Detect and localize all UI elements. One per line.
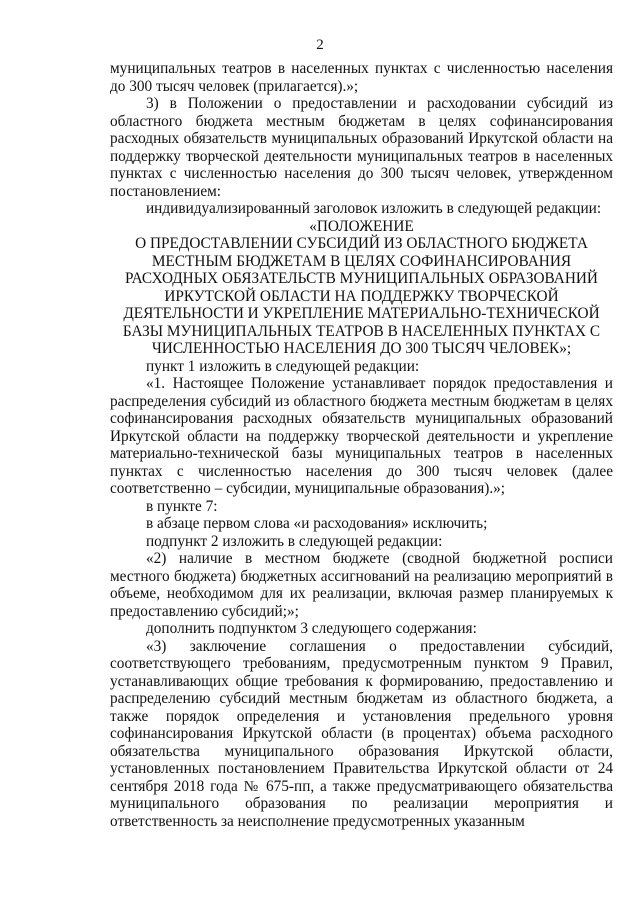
- paragraph-point-7: в пункте 7:: [146, 497, 218, 515]
- paragraph-subpoint-2-text: «2) наличие в местном бюджете (сводной бюджетной росписи местного бюджета) бюджетных ассигнований на реализацию мероприятий в объеме, необходимом для их реализации, включая размер планируемых к предоставлению субсидий;»;: [110, 550, 613, 620]
- paragraph-subpoint-3-text: «3) заключение соглашения о предоставлении субсидий, соответствующего требованиям, предусмотренным пунктом 9 Правил, устанавливающих общие требования к формированию, предоставлению и распределению субсидий местным бюджетам из областного бюджета, а также порядок определения и установления предельного уровня софинансирования Иркутской области (в процентах) объема расходного обязательства муниципального образования Иркутской области, установленных постановлением Правительства Иркутской области от 24 сентября 2018 года № 675-пп, а также предусматривающего обязательства муниципального образования по реализации мероприятия и ответственность за неисполнение предусмотренных указанным: [110, 637, 613, 830]
- paragraph-subpoint-2-instruction: подпункт 2 изложить в следующей редакции:: [146, 532, 443, 550]
- page-number: 2: [316, 37, 324, 53]
- paragraph-continuation: муниципальных театров в населенных пунктах с численностью населения до 300 тысяч человек (прилагается).»;: [110, 60, 613, 95]
- regulation-subtitle: О ПРЕДОСТАВЛЕНИИ СУБСИДИЙ ИЗ ОБЛАСТНОГО БЮДЖЕТА МЕСТНЫМ БЮДЖЕТАМ В ЦЕЛЯХ СОФИНАНСИРОВАНИЯ РАСХОДНЫХ ОБЯЗАТЕЛЬСТВ МУНИЦИПАЛЬНЫХ ОБРАЗОВАНИЙ ИРКУТСКОЙ ОБЛАСТИ НА ПОДДЕРЖКУ ТВОРЧЕСКОЙ ДЕЯТЕЛЬНОСТИ И УКРЕПЛЕНИЕ МАТЕРИАЛЬНО-ТЕХНИЧЕСКОЙ БАЗЫ МУНИЦИПАЛЬНЫХ ТЕАТРОВ В НАСЕЛЕННЫХ ПУНКТАХ С ЧИСЛЕННОСТЬЮ НАСЕЛЕНИЯ ДО 300 ТЫСЯЧ ЧЕЛОВЕК»;: [122, 235, 601, 357]
- paragraph-heading-instruction: индивидуализированный заголовок изложить в следующей редакции:: [146, 200, 602, 217]
- document-body: [110, 60, 613, 830]
- paragraph-point-1-instruction: пункт 1 изложить в следующей редакции:: [146, 357, 420, 375]
- paragraph-subpoint-3-instruction: дополнить подпунктом 3 следующего содержания:: [146, 620, 477, 637]
- regulation-title: «ПОЛОЖЕНИЕ: [309, 217, 414, 235]
- paragraph-first-abstract: в абзаце первом слова «и расходования» исключить;: [146, 515, 488, 532]
- paragraph-item-3: 3) в Положении о предоставлении и расходовании субсидий из областного бюджета местным бюджетам в целях софинансирования расходных обязательств муниципальных образований Иркутской области на поддержку творческой деятельности муниципальных театров в населенных пунктах с численностью населения до 300 тысяч человек, утвержденном постановлением:: [110, 95, 613, 200]
- paragraph-point-1-text: «1. Настоящее Положение устанавливает порядок предоставления и распределения субсидий из областного бюджета местным бюджетам в целях софинансирования расходных обязательств муниципальных образований Иркутской области на поддержку творческой деятельности и укрепление материально-технической базы муниципальных театров в населенных пунктах с численностью населения до 300 тысяч человек (далее соответственно – субсидии, муниципальные образования).»;: [110, 375, 613, 497]
